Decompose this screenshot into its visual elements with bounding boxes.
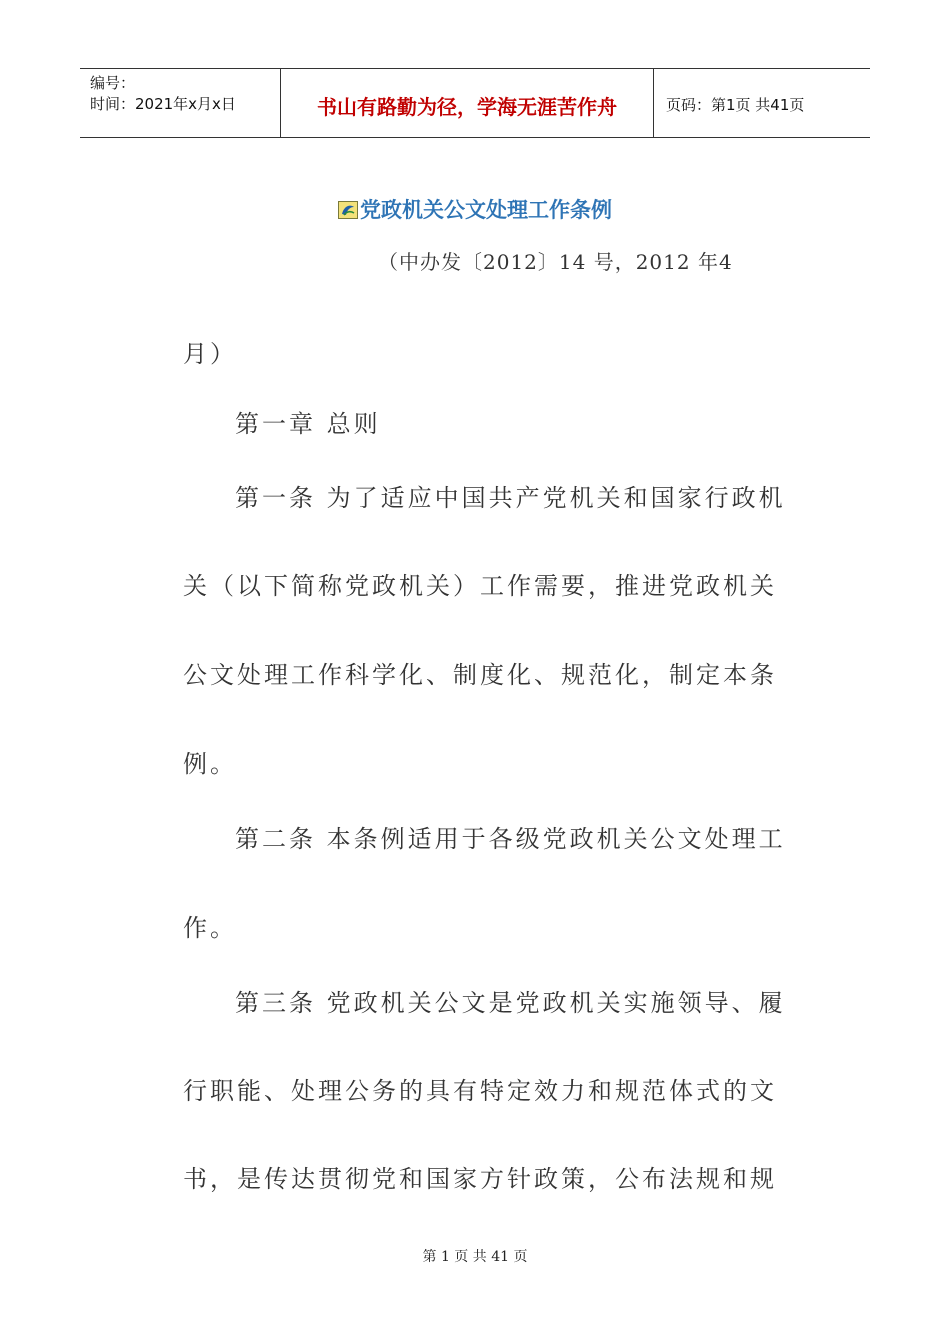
body-line: 公文处理工作科学化、制度化、规范化，制定本条 xyxy=(183,661,777,689)
body-line: 关（以下简称党政机关）工作需要，推进党政机关 xyxy=(183,572,777,600)
body-line: 作。 xyxy=(183,914,237,942)
document-header xyxy=(80,68,870,138)
document-icon xyxy=(338,201,358,219)
date-label: 时间：2021年x月x日 xyxy=(90,95,236,113)
body-line: 书，是传达贯彻党和国家方针政策，公布法规和规 xyxy=(183,1165,777,1193)
body-line: 第三条 党政机关公文是党政机关实施领导、履 xyxy=(235,989,786,1017)
body-line: 行职能、处理公务的具有特定效力和规范体式的文 xyxy=(183,1077,777,1105)
header-meta-cell xyxy=(80,69,280,137)
body-line: 月） xyxy=(183,340,237,368)
body-line: 例。 xyxy=(183,750,237,778)
document-title: 党政机关公文处理工作条例 xyxy=(360,198,612,222)
serial-label: 编号： xyxy=(90,74,136,92)
page-info: 页码：第1页 共41页 xyxy=(666,96,805,114)
body-line: 第二条 本条例适用于各级党政机关公文处理工 xyxy=(235,825,786,853)
motto-text: 书山有路勤为径，学海无涯苦作舟 xyxy=(317,95,617,119)
document-title-row xyxy=(0,194,950,224)
document-subtitle: （中办发〔2012〕14 号，2012 年4 xyxy=(378,250,733,274)
body-line: 第一条 为了适应中国共产党机关和国家行政机 xyxy=(235,484,786,512)
chapter-heading: 第一章 总则 xyxy=(235,410,381,438)
header-motto-cell xyxy=(280,69,654,137)
page-footer: 第 1 页 共 41 页 xyxy=(422,1249,528,1265)
header-page-cell xyxy=(654,69,870,137)
